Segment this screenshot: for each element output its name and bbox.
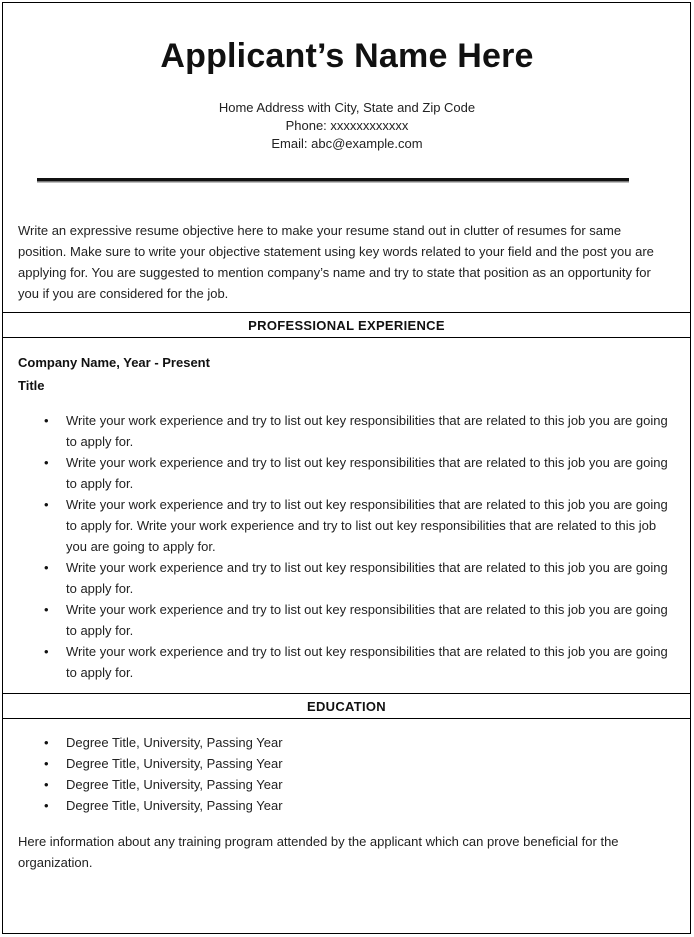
bullet-icon: • [44,735,49,750]
header-divider [37,178,629,181]
list-item [0,641,668,683]
list-item [0,753,668,774]
education-bullet-list [0,732,668,816]
bullet-text: Degree Title, University, Passing Year [66,735,283,750]
list-item [0,410,668,452]
job-title: Title [18,378,45,393]
list-item [0,557,668,599]
bullet-icon: • [44,560,49,575]
bullet-icon: • [44,756,49,771]
experience-bullet-list [0,410,668,683]
section-heading-experience: PROFESSIONAL EXPERIENCE [2,312,691,338]
bullet-text: Write your work experience and try to list out key responsibilities that are related to this job you are going to apply for. [66,413,668,449]
list-item [0,774,668,795]
bullet-text: Write your work experience and try to list out key responsibilities that are related to this job you are going to apply for. Write your work experience and try to list out key responsibilities that are related to this job you are going to apply for. [66,497,668,554]
bullet-icon: • [44,644,49,659]
bullet-text: Write your work experience and try to list out key responsibilities that are related to this job you are going to apply for. [66,602,668,638]
bullet-icon: • [44,413,49,428]
bullet-text: Degree Title, University, Passing Year [66,798,283,813]
list-item [0,494,668,557]
home-address: Home Address with City, State and Zip Code [218,100,476,115]
applicant-name: Applicant’s Name Here [160,37,534,75]
phone-line: Phone: xxxxxxxxxxxx [285,118,409,133]
bullet-icon: • [44,798,49,813]
list-item [0,795,668,816]
bullet-icon: • [44,777,49,792]
training-paragraph: Here information about any training program attended by the applicant which can prove beneficial for the organization. [18,834,619,870]
section-heading-education: EDUCATION [2,693,691,719]
list-item [0,452,668,494]
objective-paragraph: Write an expressive resume objective here to make your resume stand out in clutter of resumes for same position. Make sure to write your objective statement using key words related to your field and the post you are applying for. You are suggested to mention company’s name and try to state that position as an opportunity for you if you are considered for the job. [18,223,654,301]
email-line: Email: abc@example.com [271,136,423,151]
bullet-text: Write your work experience and try to list out key responsibilities that are related to this job you are going to apply for. [66,560,668,596]
bullet-icon: • [44,497,49,512]
company-line: Company Name, Year - Present [18,355,210,370]
bullet-icon: • [44,602,49,617]
bullet-text: Degree Title, University, Passing Year [66,777,283,792]
bullet-text: Write your work experience and try to list out key responsibilities that are related to this job you are going to apply for. [66,644,668,680]
list-item [0,599,668,641]
bullet-icon: • [44,455,49,470]
bullet-text: Degree Title, University, Passing Year [66,756,283,771]
bullet-text: Write your work experience and try to list out key responsibilities that are related to this job you are going to apply for. [66,455,668,491]
list-item [0,732,668,753]
